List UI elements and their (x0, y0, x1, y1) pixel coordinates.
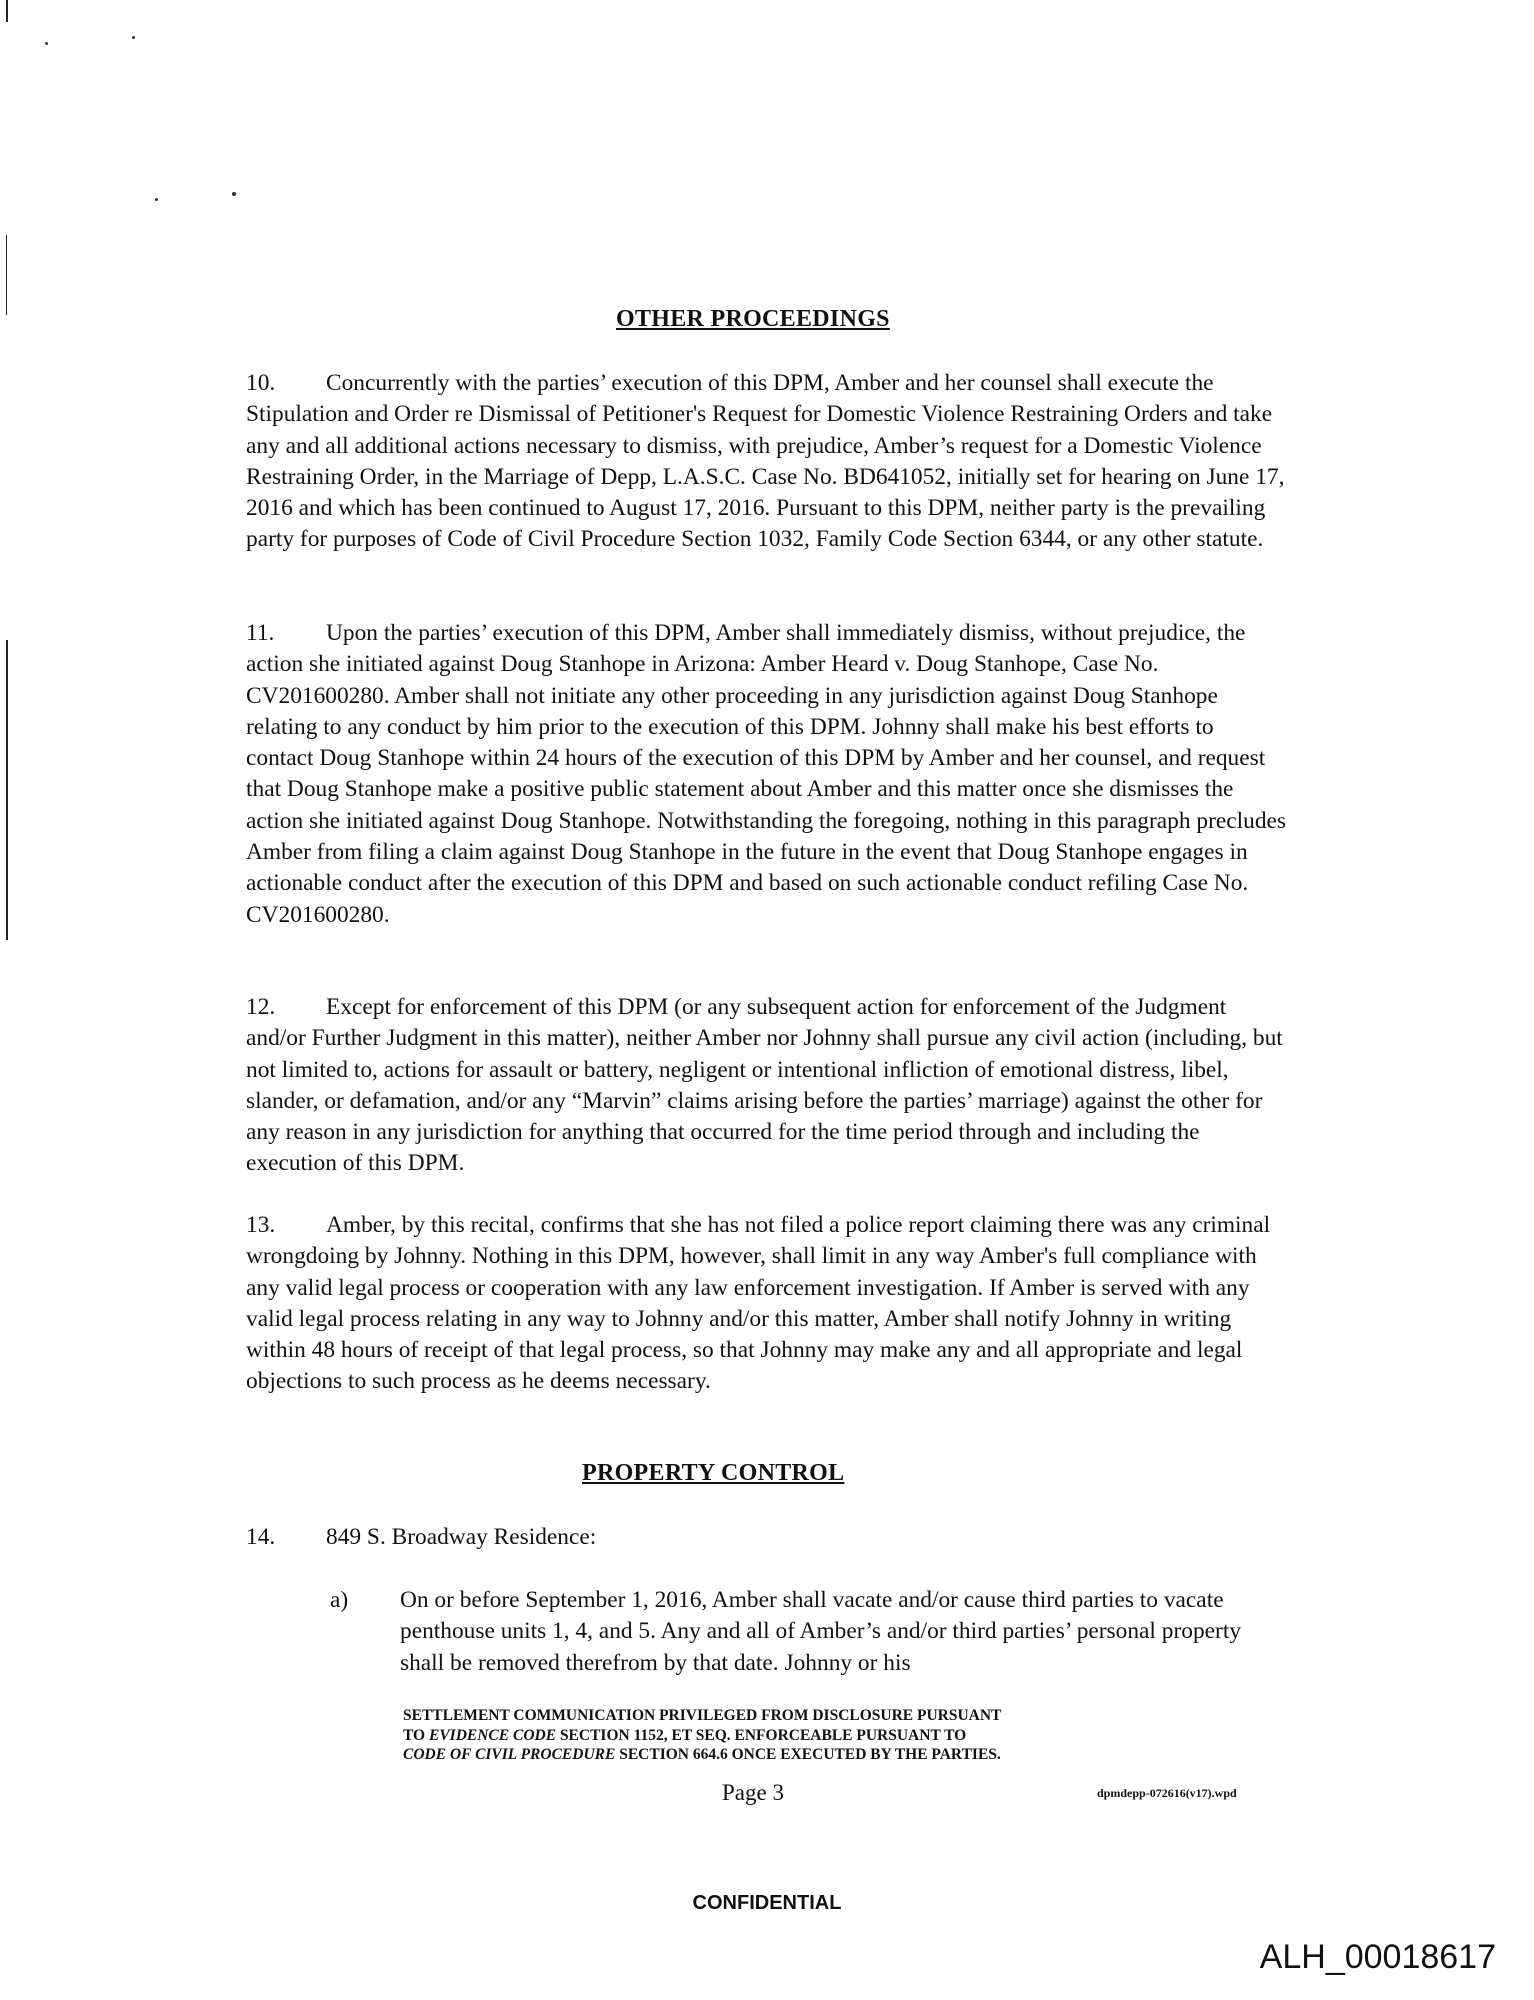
paragraph-number: 10. (246, 370, 276, 396)
subitem-text: On or before September 1, 2016, Amber shall vacate and/or cause third parties to vacate penthouse units 1, 4, and 5. Any and all of Amber’s and/or third parties’ personal property shall be removed therefrom by that date. Johnny or his (400, 1587, 1242, 1676)
paragraph-text: Upon the parties’ execution of this DPM, Amber shall immediately dismiss, without prejudice, the action she initiated against Doug Stanhope in Arizona: Amber Heard v. Doug Stanhope, Case No. CV201600280. Amber shall not initiate any other proceeding in any jurisdiction against Doug Stanhope relating to any conduct by him prior to the execution of this DPM. Johnny shall make his best efforts to contact Doug Stanhope within 24 hours of the execution of this DPM by Amber and her counsel, and request that Doug Stanhope make a positive public statement about Amber and this matter once she dismisses the action she initiated against Doug Stanhope. Notwithstanding the foregoing, nothing in this paragraph precludes Amber from filing a claim against Doug Stanhope in the future in the event that Doug Stanhope engages in actionable conduct after the execution of this DPM and based on such actionable conduct refiling Case No. CV201600280. (246, 620, 1287, 928)
paragraph-number: 13. (246, 1212, 276, 1238)
paragraph-text: Except for enforcement of this DPM (or any subsequent action for enforcement of the Judgment and/or Further Judgment in this matter), neither Amber nor Johnny shall pursue any civil action (including, but not limited to, actions for assault or battery, negligent or intentional infliction of emotional distress, libel, slander, or defamation, and/or any “Marvin” claims arising before the parties’ marriage) against the other for any reason in any jurisdiction for anything that occurred for the time period through and including the execution of this DPM. (246, 994, 1283, 1177)
scan-speck (45, 42, 48, 45)
paragraph-10 (246, 368, 1286, 556)
scan-edge-mark (6, 235, 7, 315)
item-number: 14. (246, 1524, 276, 1550)
settlement-notice (403, 1706, 1001, 1765)
scan-edge-mark (6, 0, 8, 22)
subitem-label: a) (330, 1587, 349, 1613)
paragraph-number: 12. (246, 994, 276, 1020)
scan-speck (155, 198, 158, 201)
notice-line-2: TO EVIDENCE CODE SECTION 1152, ET SEQ. ENFORCEABLE PURSUANT TO (403, 1726, 967, 1744)
paragraph-12 (246, 992, 1286, 1180)
item-text: 849 S. Broadway Residence: (326, 1524, 597, 1550)
scan-speck (232, 192, 236, 196)
file-reference: dpmdepp-072616(v17).wpd (1097, 1786, 1237, 1800)
section-heading-other-proceedings: OTHER PROCEEDINGS (616, 306, 890, 332)
scan-edge-mark (6, 640, 8, 940)
bates-number: ALH_00018617 (1259, 1938, 1496, 1976)
paragraph-number: 11. (246, 620, 275, 646)
notice-line-3: CODE OF CIVIL PROCEDURE SECTION 664.6 ONCE EXECUTED BY THE PARTIES. (403, 1746, 1001, 1763)
paragraph-11 (246, 618, 1286, 931)
item-14 (246, 1524, 596, 1551)
subitem-a (330, 1585, 1280, 1679)
notice-line-1: SETTLEMENT COMMUNICATION PRIVILEGED FROM DISCLOSURE PURSUANT (403, 1707, 1002, 1724)
page-number: Page 3 (722, 1780, 784, 1805)
paragraph-13 (246, 1210, 1286, 1398)
section-heading-property-control: PROPERTY CONTROL (582, 1460, 845, 1486)
paragraph-text: Concurrently with the parties’ execution of this DPM, Amber and her counsel shall execute the Stipulation and Order re Dismissal of Petitioner's Request for Domestic Violence Restraining Orders and take any and all additional actions necessary to dismiss, with prejudice, Amber’s request for a Domestic Violence Restraining Order, in the Marriage of Depp, L.A.S.C. Case No. BD641052, initially set for hearing on June 17, 2016 and which has been continued to August 17, 2016. Pursuant to this DPM, neither party is the prevailing party for purposes of Code of Civil Procedure Section 1032, Family Code Section 6344, or any other statute. (246, 370, 1285, 553)
paragraph-text: Amber, by this recital, confirms that she has not filed a police report claiming there was any criminal wrongdoing by Johnny. Nothing in this DPM, however, shall limit in any way Amber's full compliance with any valid legal process or cooperation with any law enforcement investigation. If Amber is served with any valid legal process relating in any way to Johnny and/or this matter, Amber shall notify Johnny in writing within 48 hours of receipt of that legal process, so that Johnny may make any and all appropriate and legal objections to such process as he deems necessary. (246, 1212, 1271, 1395)
confidential-label: CONFIDENTIAL (692, 1892, 842, 1914)
scan-speck (132, 36, 135, 39)
